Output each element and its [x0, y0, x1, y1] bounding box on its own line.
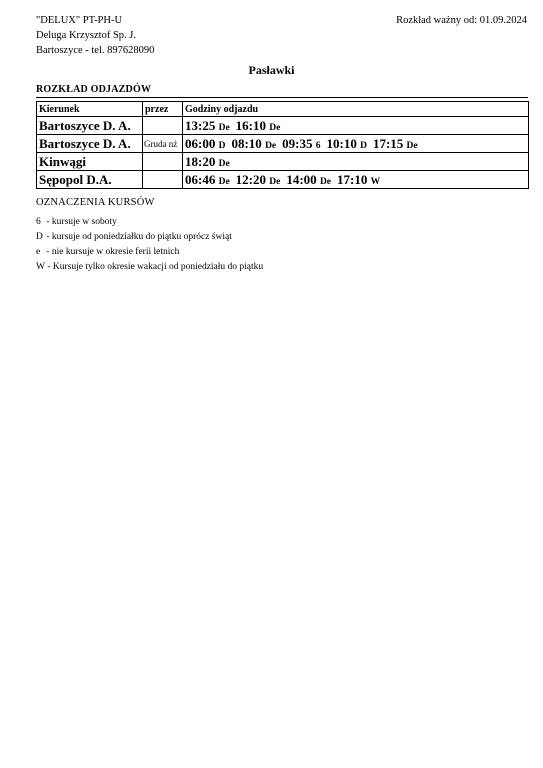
departure-time: 09:35 [282, 135, 313, 151]
legend-list [36, 215, 263, 275]
departure [282, 136, 320, 152]
timetable [36, 101, 529, 189]
departure-code: De [319, 176, 332, 187]
departure-time: 17:15 [372, 135, 404, 151]
departure-code: De [406, 140, 418, 151]
departure-code: De [218, 158, 230, 169]
departure-code: De [269, 176, 281, 187]
departure-time: 18:20 [185, 153, 216, 169]
legend-title: OZNACZENIA KURSÓW [36, 197, 155, 208]
departure [185, 154, 230, 170]
table-row [37, 153, 529, 171]
timetable-header-row [37, 102, 529, 117]
table-row [37, 171, 529, 189]
departure [185, 136, 225, 152]
stop-name: Pasławki [248, 63, 295, 77]
departures-cell [183, 171, 529, 189]
legend-text: - kursuje w soboty [46, 217, 117, 227]
departure-time: 12:20 [235, 171, 267, 187]
departure [373, 136, 418, 152]
direction-cell: Bartoszyce D. A. [37, 135, 143, 153]
departures-cell [183, 117, 529, 135]
legend-code: D [36, 232, 43, 242]
via-cell [143, 153, 183, 171]
legend-item [36, 245, 263, 260]
departure [185, 172, 230, 188]
legend-item [36, 230, 263, 245]
table-row [37, 117, 529, 135]
departure-time: 17:10 [337, 171, 368, 187]
departure-code: De [218, 176, 230, 187]
departure [185, 118, 230, 134]
via-cell [143, 117, 183, 135]
departure-time: 06:46 [185, 171, 216, 187]
departure [286, 172, 331, 188]
departure-code: W [370, 176, 381, 187]
departure [236, 172, 281, 188]
legend-item [36, 215, 263, 230]
legend-text: - kursuje od poniedziałku do piątku oprócz świąt [46, 232, 232, 242]
company-owner: Deluga Krzysztof Sp. J. [36, 30, 137, 41]
direction-cell: Kinwągi [37, 153, 143, 171]
header-departures: Godziny odjazdu [183, 102, 529, 117]
via-cell: Gruda nż [143, 135, 183, 153]
legend-code: W [36, 262, 45, 272]
departures-cell [183, 153, 529, 171]
departures-cell [183, 135, 529, 153]
legend-text: - nie kursuje w okresie ferii letnich [46, 247, 180, 257]
departure-time: 06:00 [185, 135, 216, 151]
departure [236, 118, 281, 134]
departure-code: D [360, 140, 367, 151]
departure-time: 14:00 [286, 171, 317, 187]
departure [231, 136, 276, 152]
header-direction: Kierunek [37, 102, 143, 117]
section-divider [36, 97, 528, 98]
departure-time: 10:10 [326, 135, 357, 151]
departure-code: De [269, 122, 281, 133]
table-row [37, 135, 529, 153]
legend-item [36, 260, 263, 275]
section-title: ROZKŁAD ODJAZDÓW [36, 84, 152, 95]
legend-code: 6 [36, 217, 41, 227]
departure-time: 16:10 [235, 117, 267, 133]
via-cell [143, 171, 183, 189]
departure-code: 6 [315, 140, 321, 151]
departure [326, 136, 366, 152]
departure [337, 172, 380, 188]
departure-time: 08:10 [231, 135, 262, 151]
direction-cell: Sępopol D.A. [37, 171, 143, 189]
departure-code: De [218, 122, 230, 133]
departure-time: 13:25 [185, 117, 216, 133]
header-via: przez [143, 102, 183, 117]
departure-code: D [218, 140, 226, 151]
legend-code: e [36, 247, 41, 257]
legend-text: - Kursuje tylko okresie wakacji od poniedziału do piątku [47, 262, 264, 272]
company-name: "DELUX" PT-PH-U [36, 15, 123, 26]
company-info [36, 13, 154, 58]
departure-code: De [265, 140, 277, 151]
company-contact: Bartoszyce - tel. 897628090 [36, 45, 155, 56]
direction-cell: Bartoszyce D. A. [37, 117, 143, 135]
valid-from: Rozkład ważny od: 01.09.2024 [396, 15, 527, 26]
